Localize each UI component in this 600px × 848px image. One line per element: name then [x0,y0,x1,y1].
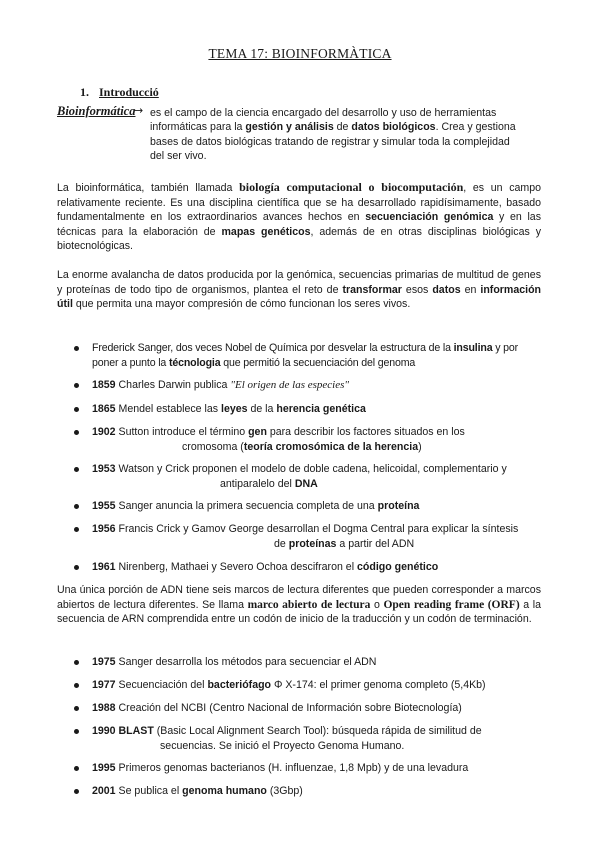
bullet-icon [74,789,79,794]
section-number: 1. [80,85,89,99]
section-heading [80,85,159,100]
definition-term: Bioinformática [57,104,136,118]
definition-line1: es el campo de la ciencia encargado del desarrollo y uso de herramientas [150,107,497,119]
bullet-icon [74,565,79,570]
bullet-icon [74,467,79,472]
bullet-icon [74,504,79,509]
bullet-icon [74,706,79,711]
document-title: TEMA 17: BIOINFORMÀTICA [208,46,392,61]
bullet-icon [74,729,79,734]
paragraph-intro: La bioinformática, también llamada biología computacional o biocomputación, es un campo relativamente reciente. Es una disciplina científica que se ha desarrollado rapidísimamente, basado fundamentalmente en los extraordinarios avances hechos en secuenciación genómica y en las técnicas para la elaboración de mapas genéticos, además de en otras disciplinas biológicas y biotecnológicas. [57,180,542,253]
bullet-icon [74,383,79,388]
bullet-icon [74,430,79,435]
section-label: Introducció [99,85,159,99]
paragraph-data: La enorme avalancha de datos producida por la genómica, secuencias primarias de multitud de genes y proteínas de todo tipo de organismos, plantea el reto de transformar esos datos en información útil que permita una mayor compresión de cómo funcionan los seres vivos. [57,269,542,311]
bullet-icon [74,766,79,771]
document-page: TEMA 17: BIOINFORMÀTICA 1. Introducció Bioinformática → es el campo de la ciencia encargado del desarrollo y uso de herramientas informáticas para la gestión y análisis de datos biológicos. Crea y gestiona bases de datos biológicas tratando de registrar y simular toda la complejidad del ser vivo. La bioinformática, también llamada biología computacional o biocomputación, es un campo relativamente reciente. Es una disciplina científica que se ha desarrollado rapidísimamente, basado fundamentalmente en los extraordinarios avances hechos en secuenciación genómica y en las técnicas para la elaboración de mapas genéticos, además de en otras disciplinas biológicas y biotecnológicas. La enorme avalancha de datos producida por la genómica, secuencias primarias de multitud de genes y proteínas de todo tipo de organismos, plantea el reto de transformar esos datos en información útil que permita una mayor compresión de cómo funcionan los seres vivos. Frederick Sanger, dos veces Nobel de Química por desvelar la estructura de la insulina y por poner a punto la técnologia que permitió la secuenciación del genoma 1859 Charles Darwin publica "El origen de las especies" 1865 Mendel establece las leyes de la herencia genética 1902 Sutton introduce el término gen para describir los factores situados en los cromosoma (teoría cromosómica de la herencia) 1953 Watson y Crick proponen el modelo de doble cadena, helicoidal, complementario y antiparalelo del DNA 1955 Sanger anuncia la primera secuencia completa de una proteína 1956 Francis Crick y Gamov George desarrollan el Dogma Central para explicar la síntesis de proteínas a partir del ADN 1961 Nirenberg, Mathaei y Severo Ochoa descifraron el código genético Una única porción de ADN tiene seis marcos de lectura diferentes que pueden corresponder a marcos abiertos de lectura diferentes. Se llama marco abierto de lectura o Open reading frame (ORF) a la secuencia de ARN comprendida entre un codón de inicio de la traducción y un codón de terminación. 1975 Sanger desarrolla los métodos para secuenciar el ADN 1977 Secuenciación del bacteriófago Φ X-174: el primer genoma completo (5,4Kb) 1988 Creación del NCBI (Centro Nacional de Información sobre Biotecnología) 1990 BLAST (Basic Local Alignment Search Tool): búsqueda rápida de similitud de secuencias. Se inició el Proyecto Genoma Humano. 1995 Primeros genomas bacterianos (H. influenzae, 1,8 Mpb) y de una levadura 2001 Se publica el genoma humano (3Gbp) [0,0,600,848]
bullet-icon [74,660,79,665]
bullet-icon [74,683,79,688]
paragraph-orf: Una única porción de ADN tiene seis marcos de lectura diferentes que pueden corresponder a marcos abiertos de lectura diferentes. Se llama marco abierto de lectura o Open reading frame (ORF) a la secuencia de ARN comprendida entre un codón de inicio de la traducción y un codón de terminación. [57,584,541,626]
bullet-icon [74,407,79,412]
definition-arrow: → [134,104,144,117]
definition-body: informáticas para la gestión y análisis de datos biológicos. Crea y gestiona bases de datos biológicas tratando de registrar y simular toda la complejidad del ser vivo. [150,121,516,163]
bullet-icon [74,527,79,532]
bullet-icon [74,346,79,351]
